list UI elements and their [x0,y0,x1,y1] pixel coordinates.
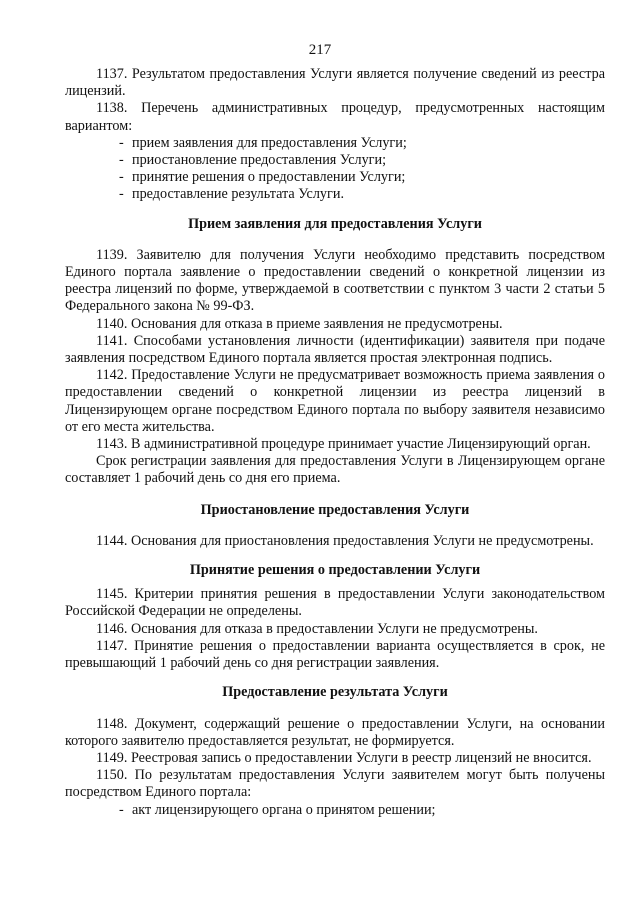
paragraph-1148: 1148. Документ, содержащий решение о предоставлении Услуги, на основании которого заявителю предоставляется результат, не формируется. [65,715,605,749]
paragraph-srok: Срок регистрации заявления для предоставления Услуги в Лицензирующем органе составляет 1 рабочий день со дня его приема. [65,453,605,487]
section-heading-priostanovlenie: Приостановление предоставления Услуги [200,501,470,518]
paragraph-1142: 1142. Предоставление Услуги не предусматривает возможность приема заявления о предоставлении сведений о конкретной лицензии из реестра лицензий в Лицензирующем органе посредством Единого портала по выбору заявителя независимо от его места жительства. [65,367,605,435]
paragraph-1150: 1150. По результатам предоставления Услуги заявителем могут быть получены посредством Единого портала: [65,767,605,801]
paragraph-1144: 1144. Основания для приостановления предоставления Услуги не предусмотрены. [96,532,594,549]
list-item [119,802,605,819]
section-heading-rezultat: Предоставление результата Услуги [222,684,448,701]
list-item-text: принятие решения о предоставлении Услуги; [132,169,406,186]
paragraph-1143: 1143. В административной процедуре принимает участие Лицензирующий орган. [96,436,591,453]
list-item-text: акт лицензирующего органа о принятом решении; [132,801,436,818]
dash-marker: - [119,801,124,818]
list-item-text: предоставление результата Услуги. [132,186,344,203]
list-item [119,169,605,186]
document-body [65,66,605,819]
paragraph-1149: 1149. Реестровая запись о предоставлении Услуги в реестр лицензий не вносится. [96,749,592,766]
paragraph-1145: 1145. Критерии принятия решения в предоставлении Услуги законодательством Российской Федерации не определены. [65,586,605,620]
paragraph-1141: 1141. Способами установления личности (идентификации) заявителя при подаче заявления посредством Единого портала является простая электронная подпись. [65,332,605,367]
page-number: 217 [308,42,332,58]
paragraph-1137: 1137. Результатом предоставления Услуги является получение сведений из реестра лицензий. [65,66,605,100]
paragraph-1147: 1147. Принятие решения о предоставлении варианта осуществляется в срок, не превышающий 1 рабочий день со дня регистрации заявления. [65,637,605,672]
dash-marker: - [119,186,124,203]
dash-marker: - [119,152,124,169]
paragraph-1140: 1140. Основания для отказа в приеме заявления не предусмотрены. [96,315,503,332]
list-item [119,186,605,203]
dash-marker: - [119,169,124,186]
list-item-text: приостановление предоставления Услуги; [132,152,387,169]
procedures-list [65,135,605,204]
paragraph-1138: 1138. Перечень административных процедур, предусмотренных настоящим вариантом: [65,100,605,134]
section-heading-prinyatie: Принятие решения о предоставлении Услуги [189,562,481,579]
results-list [65,802,605,819]
paragraph-1139: 1139. Заявителю для получения Услуги необходимо представить посредством Единого портала заявление о предоставлении сведений о конкретной лицензии из реестра лицензий по форме, утверждаемой в соответствии с пунктом 3 части 2 статьи 5 Федерального закона № 99-ФЗ. [65,246,605,315]
list-item [119,135,605,152]
dash-marker: - [119,134,124,151]
list-item-text: прием заявления для предоставления Услуги; [132,134,407,151]
list-item [119,152,605,169]
paragraph-1146: 1146. Основания для отказа в предоставлении Услуги не предусмотрены. [96,620,538,637]
section-heading-priem: Прием заявления для предоставления Услуги [188,215,482,232]
